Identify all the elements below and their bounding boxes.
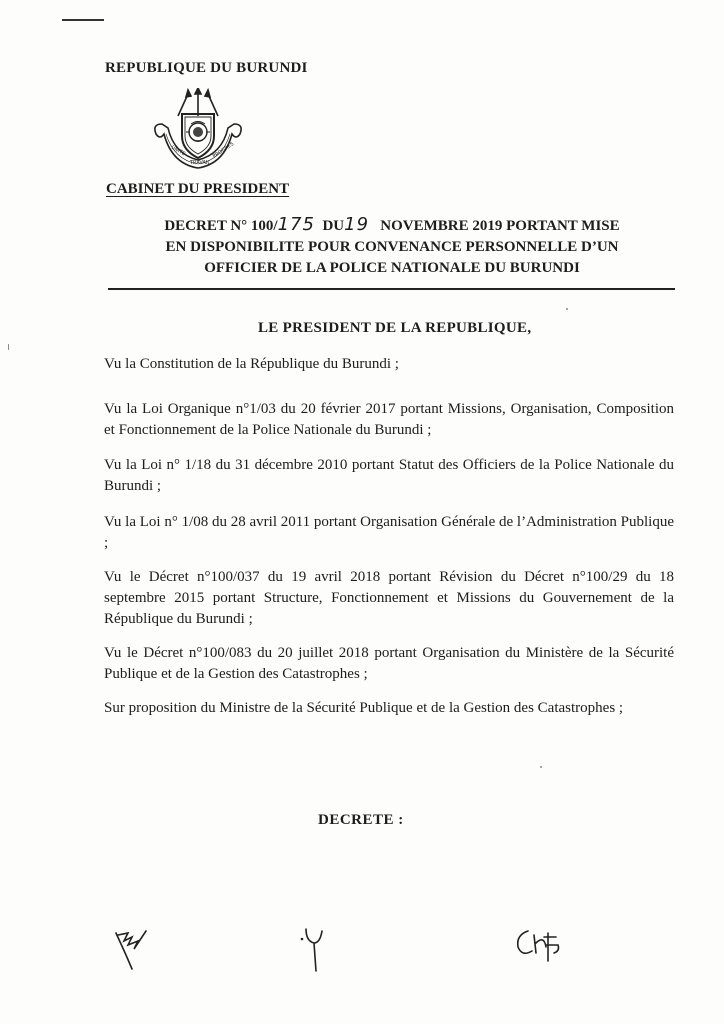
scan-speck [8, 344, 9, 350]
cabinet-heading: CABINET DU PRESIDENT [106, 181, 290, 197]
consideration-paragraph: Vu le Décret n°100/037 du 19 avril 2018 portant Révision du Décret n°100/29 du 18 septembre 2015 portant Structure, Fonctionnement et Missions du Gouvernement de la République du Burundi ; [104, 569, 674, 627]
scan-mark [62, 19, 104, 21]
decree-title-line-3: OFFICIER DE LA POLICE NATIONALE DU BURUNDI [204, 260, 580, 276]
consideration-paragraph: Vu la Loi Organique n°1/03 du 20 février 2017 portant Missions, Organisation, Composition et Fonctionnement de la Police Nationale du Burundi ; [104, 401, 674, 438]
consideration-paragraph: Vu la Constitution de la République du Burundi ; [104, 356, 399, 372]
emblem-motto-text: UNITE [170, 144, 187, 158]
coat-of-arms-emblem [148, 88, 248, 172]
handwritten-initial-icon [514, 925, 564, 969]
decree-title-line-1 [112, 214, 672, 237]
handwritten-decree-day: 19 [344, 214, 370, 235]
decree-number-prefix: DECRET N° 100/ [164, 218, 278, 234]
title-underline [108, 288, 675, 290]
scan-speck [566, 308, 568, 310]
scan-speck [540, 766, 542, 768]
republic-heading: REPUBLIQUE DU BURUNDI [105, 60, 308, 76]
consideration-paragraph: Vu le Décret n°100/083 du 20 juillet 2018 portant Organisation du Ministère de la Sécurité Publique et de la Gestion des Catastrophes ; [104, 645, 674, 682]
emblem-motto-text: TRAVAIL [190, 160, 211, 166]
emblem-motto-text: PROGRES [211, 141, 236, 160]
handwritten-initial-icon [112, 925, 156, 971]
consideration-paragraph: Vu la Loi n° 1/18 du 31 décembre 2010 portant Statut des Officiers de la Police Nationale du Burundi ; [104, 457, 674, 494]
decree-title-suffix: NOVEMBRE 2019 PORTANT MISE [380, 218, 620, 234]
decree-title [112, 214, 672, 279]
consideration-paragraph: Sur proposition du Ministre de la Sécurité Publique et de la Gestion des Catastrophes ; [104, 700, 624, 716]
handwritten-initial-icon [300, 925, 334, 975]
president-heading: LE PRESIDENT DE LA REPUBLIQUE, [258, 320, 532, 336]
decree-title-line-2: EN DISPONIBILITE POUR CONVENANCE PERSONNELLE D’UN [165, 239, 619, 255]
decrete-heading: DECRETE : [318, 812, 404, 828]
handwritten-decree-number: 175 [277, 214, 315, 235]
decree-date-prefix: DU [322, 218, 345, 234]
consideration-paragraph: Vu la Loi n° 1/08 du 28 avril 2011 portant Organisation Générale de l’Administration Publique ; [104, 514, 674, 551]
